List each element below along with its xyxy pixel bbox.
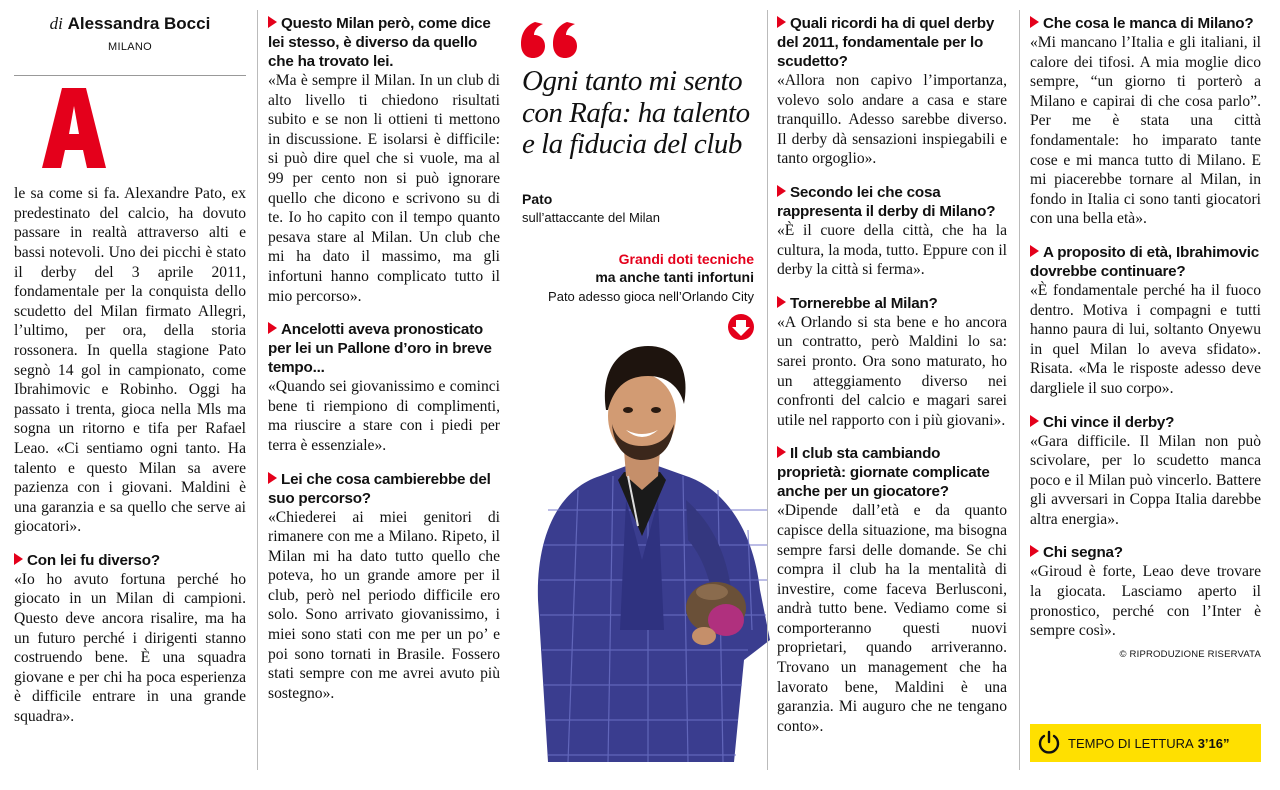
column-5 — [1030, 14, 1261, 664]
quote-marks-icon — [521, 20, 581, 60]
question: Con lei fu diverso? — [14, 551, 246, 570]
question: Chi vince il derby? — [1030, 413, 1261, 432]
answer: «Io ho avuto fortuna perché ho giocato in un Milan di campioni. Questo deve ancora risalire, ma ha un futuro perché i dirigenti stanno costruendo bene. È una squadra giovane e per chi ha poca esperienza è difficile entrare in una grande squadra». — [14, 570, 246, 726]
answer: «È il cuore della città, che ha la cultura, la moda, tutto. Eppure con il derby la città si ferma». — [777, 221, 1007, 279]
triangle-bullet-icon — [268, 322, 277, 334]
triangle-bullet-icon — [14, 553, 23, 565]
photo-caption-title: Grandi doti tecniche — [618, 251, 754, 267]
answer: «Dipende dall’età e da quanto capisce della situazione, ma bisogna sempre farsi delle domande. Se chi compra il club ha la mentalità di investire, come faceva Berlusconi, andrà tutto bene. Vediamo come si comporteranno questi nuovi proprietari, quando arriveranno. Trovano un management che ha lavorato bene, Maldini è una garanzia. Mi auguro che ne tengano conto». — [777, 502, 1007, 735]
column-divider — [767, 10, 768, 770]
answer: «Allora non capivo l’importanza, volevo solo andare a casa e stare tranquillo. Adesso sarebbe diverso. Il derby dà sensazioni inspiegabili e tanto orgoglio». — [777, 72, 1007, 168]
answer: «Giroud è forte, Leao deve trovare la giocata. Lasciamo aperto il pronostico, perché con l’Inter è sempre così». — [1030, 563, 1261, 640]
question: Lei che cosa cambierebbe del suo percorso? — [268, 470, 491, 507]
photo-caption-subtitle: ma anche tanti infortuni — [595, 269, 754, 285]
question: Chi segna? — [1030, 543, 1261, 562]
answer: «Ma è sempre il Milan. In un club di alto livello ti chiedono risultati subito e se non li ottieni ti mettono in discussione. E isolarsi è difficile: si può dire quel che si vuole, ma al 99 per cento non si può ignorare quello che dicono e scrivono su di te. Io ho capito con il tempo quanto pesava stare al Milan. Un club che mi ha dato il massimo, ma gli infortuni hanno complicato tutto il mio percorso». — [268, 72, 500, 305]
column-divider — [1019, 10, 1020, 770]
triangle-bullet-icon — [777, 296, 786, 308]
triangle-bullet-icon — [777, 446, 786, 458]
column-divider — [257, 10, 258, 770]
triangle-bullet-icon — [1030, 245, 1039, 257]
question: Il club sta cambiando proprietà: giornate complicate anche per un giocatore? — [777, 445, 990, 501]
byline-city: MILANO — [108, 40, 152, 53]
triangle-bullet-icon — [1030, 545, 1039, 557]
answer: «Chiederei ai miei genitori di rimanere con me a Milano. Ripeto, il Milan mi ha dato tutto quello che poteva, ho un grande amore per il club, però nel periodo difficile ero solo. Sono arrivato giovanissimo, i miei sono stati con me per un po’ e poi sono tornati in Brasile. Fossero stati sempre con me avrei avuto più sostegno». — [268, 508, 500, 702]
answer: «Gara difficile. Il Milan non può scivolare, per lo scudetto manca poco e il Milan può vincerlo. Battere gli avversari in Coppa Italia darebbe altra energia». — [1030, 432, 1261, 528]
reading-time-value: 3’16” — [1197, 735, 1230, 751]
triangle-bullet-icon — [777, 16, 786, 28]
question: Tornerebbe al Milan? — [777, 294, 1007, 313]
question: Secondo lei che cosa rappresenta il derby di Milano? — [777, 183, 996, 220]
column-1 — [14, 14, 246, 727]
byline-prefix: di — [49, 14, 63, 33]
power-icon — [1036, 730, 1062, 756]
question: A proposito di età, Ibrahimovic dovrebbe continuare? — [1030, 243, 1260, 280]
pull-quote-author: Pato — [522, 191, 553, 207]
triangle-bullet-icon — [268, 16, 277, 28]
column-4 — [777, 14, 1007, 736]
copyright-notice: © RIPRODUZIONE RISERVATA — [1119, 648, 1261, 660]
answer: «Quando sei giovanissimo e cominci bene ti riempiono di complimenti, ma riuscire a stare con i piedi per terra è essenziale». — [268, 378, 500, 454]
photo-caption-text: Pato adesso gioca nell’Orlando City — [548, 289, 754, 304]
question: Che cosa le manca di Milano? — [1030, 14, 1261, 33]
drop-cap-letter: A — [42, 88, 43, 90]
answer: «È fondamentale perché ha il fuoco dentro. Motiva i compagni e tutti hanno paura di lui, soltanto Onyewu in quel Milan lo aveva sfidato». Risata. «Ma le risposte adesso deve dargliele il suo corpo». — [1030, 281, 1261, 397]
byline-author: Alessandra Bocci — [67, 14, 211, 33]
drop-cap — [42, 88, 106, 168]
triangle-bullet-icon — [1030, 16, 1039, 28]
triangle-bullet-icon — [1030, 415, 1039, 427]
triangle-bullet-icon — [777, 185, 786, 197]
question: Ancelotti aveva pronosticato per lei un Pallone d’oro in breve tempo... — [268, 321, 492, 377]
question: Questo Milan però, come dice lei stesso, è diverso da quello che ha trovato lei. — [268, 15, 491, 70]
question: Quali ricordi ha di quel derby del 2011, fondamentale per lo scudetto? — [777, 15, 995, 70]
answer: «Mi mancano l’Italia e gli italiani, il calore dei tifosi. A mia moglie dico sempre, “un giorno ti porterò a Milano e capirai di che cosa parlo”. Per me è stata una città fondamentale: ho imparato tante cose e mi manca tutto di Milano. E mi piacerebbe tornare al Milan, in fondo in Italia ci sono tanti giocatori con una bella età». — [1030, 34, 1261, 228]
reading-time-box — [1030, 724, 1261, 762]
player-photo — [508, 330, 774, 762]
column-2 — [268, 14, 500, 703]
intro-paragraph: le sa come si fa. Alexandre Pato, ex predestinato del calcio, ha dovuto passare in realtà attraverso alti e bassi notevoli. Uno dei picchi è stato il derby del 3 aprile 2011, fondamentale per la conquista dello scudetto del Milan firmato Allegri, l’ultimo, per ora, della storia rossonera. In quella stagione Pato segnò 14 gol in campionato, come Ibrahimovic e Robinho. Oggi ha passato i trenta, gioca nella Mls ma sogna un ritorno e tifa per Rafael Leao. «Ci sentiamo ogni tanto. Ha talento e questo Milan sa avere pazienza con i giovani. Maldini è una garanzia e sa quello che serve ai giocatori». — [14, 185, 246, 536]
byline — [14, 14, 246, 34]
answer: «A Orlando si sta bene e ho ancora un contratto, però Maldini lo sa: sarei pronto. Ora sono maturato, ho un atteggiamento diverso nei confronti del calcio e magari sarei utile nel rapporto con i più giovani». — [777, 313, 1007, 429]
byline-divider — [14, 75, 246, 76]
pull-quote: Ogni tanto mi sento con Rafa: ha talento e la fiducia del club — [522, 65, 750, 160]
triangle-bullet-icon — [268, 472, 277, 484]
reading-time-label: TEMPO DI LETTURA — [1068, 735, 1194, 751]
pull-quote-subtitle: sull’attaccante del Milan — [522, 210, 661, 225]
